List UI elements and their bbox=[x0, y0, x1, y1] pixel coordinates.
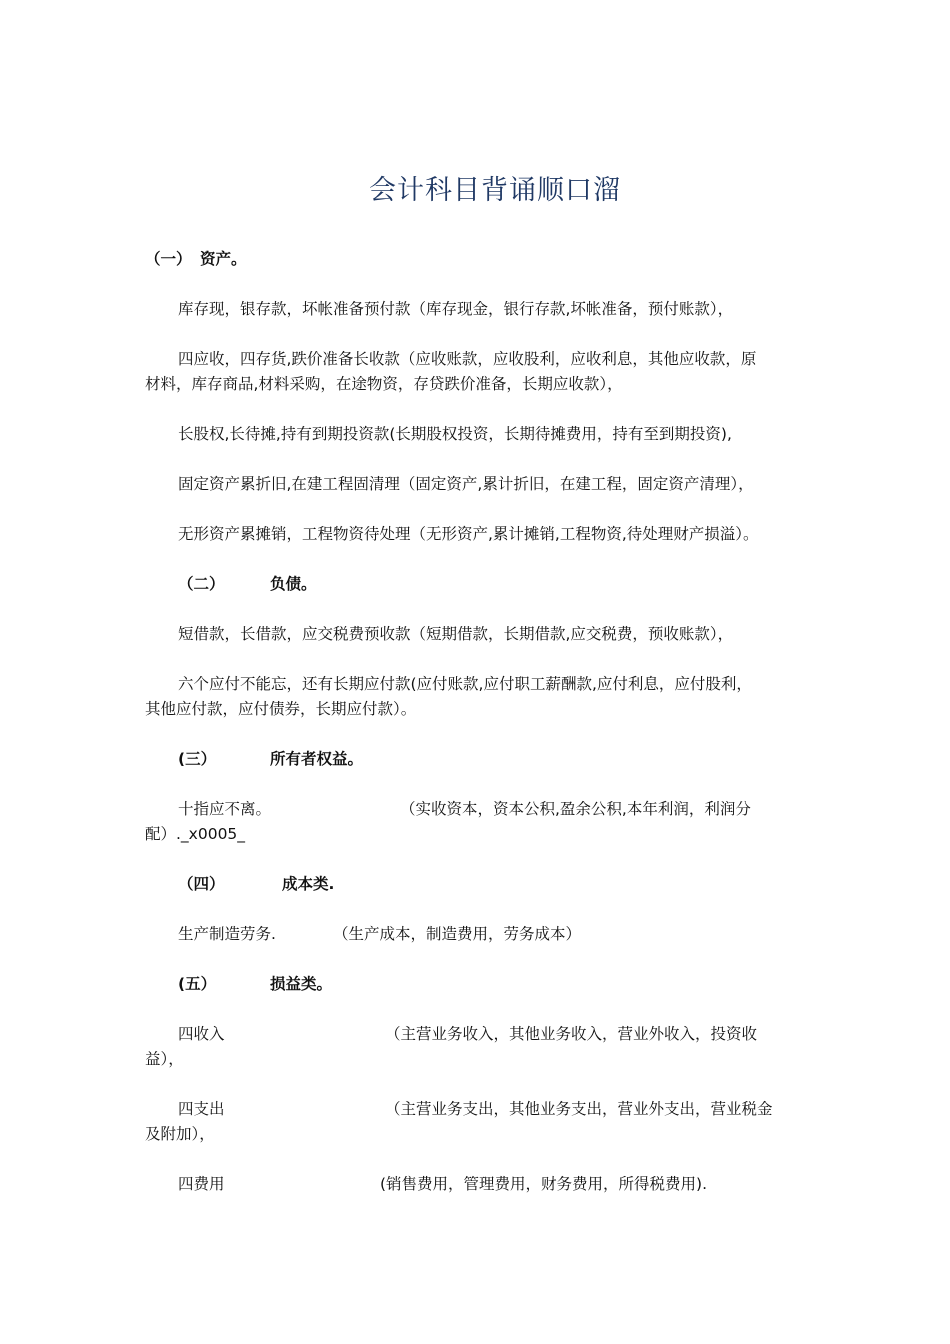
mnemonic: 十指应不离。 bbox=[178, 800, 272, 818]
section-heading: 负债。 bbox=[270, 575, 317, 593]
document-title: 会计科目背诵顺口溜 bbox=[369, 175, 621, 206]
paragraph: 无形资产累摊销，工程物资待处理（无形资产,累计摊销,工程物资,待处理财产损溢）。 bbox=[178, 525, 759, 543]
section-number: （四） bbox=[178, 875, 225, 893]
mnemonic: 生产制造劳务. bbox=[178, 925, 276, 943]
section-number: （二） bbox=[178, 575, 225, 593]
paragraph: 固定资产累折旧,在建工程固清理（固定资产,累计折旧，在建工程，固定资产清理）， bbox=[178, 475, 754, 493]
section-heading: 资产。 bbox=[200, 250, 247, 268]
explanation: （主营业务收入，其他业务收入，营业外收入，投资收 bbox=[385, 1025, 758, 1043]
explanation-continuation: 及附加）， bbox=[145, 1125, 215, 1143]
section-heading: 所有者权益。 bbox=[270, 750, 364, 768]
paragraph-continuation: 其他应付款，应付债券，长期应付款）。 bbox=[145, 700, 417, 718]
paragraph: 六个应付不能忘，还有长期应付款(应付账款,应付职工薪酬款,应付利息，应付股利， bbox=[178, 675, 752, 693]
section-heading: 成本类. bbox=[282, 875, 335, 893]
mnemonic: 四支出 bbox=[178, 1100, 225, 1118]
paragraph: 长股权,长待摊,持有到期投资款(长期股权投资，长期待摊费用，持有至到期投资), bbox=[178, 425, 732, 443]
section-number: （一） bbox=[145, 250, 192, 268]
explanation: （生产成本，制造费用，劳务成本） bbox=[333, 925, 582, 943]
explanation: （实收资本，资本公积,盈余公积,本年利润，利润分 bbox=[400, 800, 751, 818]
section-heading: 损益类。 bbox=[270, 975, 333, 993]
mnemonic: 四费用 bbox=[178, 1175, 225, 1193]
explanation-continuation: 益）， bbox=[145, 1050, 184, 1068]
explanation: (销售费用，管理费用，财务费用，所得税费用). bbox=[380, 1175, 708, 1193]
explanation-continuation: 配）._x0005_ bbox=[145, 825, 246, 843]
section-number: (三） bbox=[178, 750, 217, 768]
paragraph: 库存现，银存款，坏帐准备预付款（库存现金，银行存款,坏帐准备，预付账款）， bbox=[178, 300, 734, 318]
mnemonic: 四收入 bbox=[178, 1025, 225, 1043]
explanation: （主营业务支出，其他业务支出，营业外支出，营业税金 bbox=[385, 1100, 773, 1118]
paragraph: 短借款，长借款，应交税费预收款（短期借款，长期借款,应交税费，预收账款）， bbox=[178, 625, 734, 643]
paragraph-continuation: 材料，库存商品,材料采购，在途物资，存贷跌价准备，长期应收款）， bbox=[145, 375, 623, 393]
section-number: (五） bbox=[178, 975, 217, 993]
paragraph: 四应收，四存货,跌价准备长收款（应收账款，应收股利，应收利息，其他应收款，原 bbox=[178, 350, 757, 368]
